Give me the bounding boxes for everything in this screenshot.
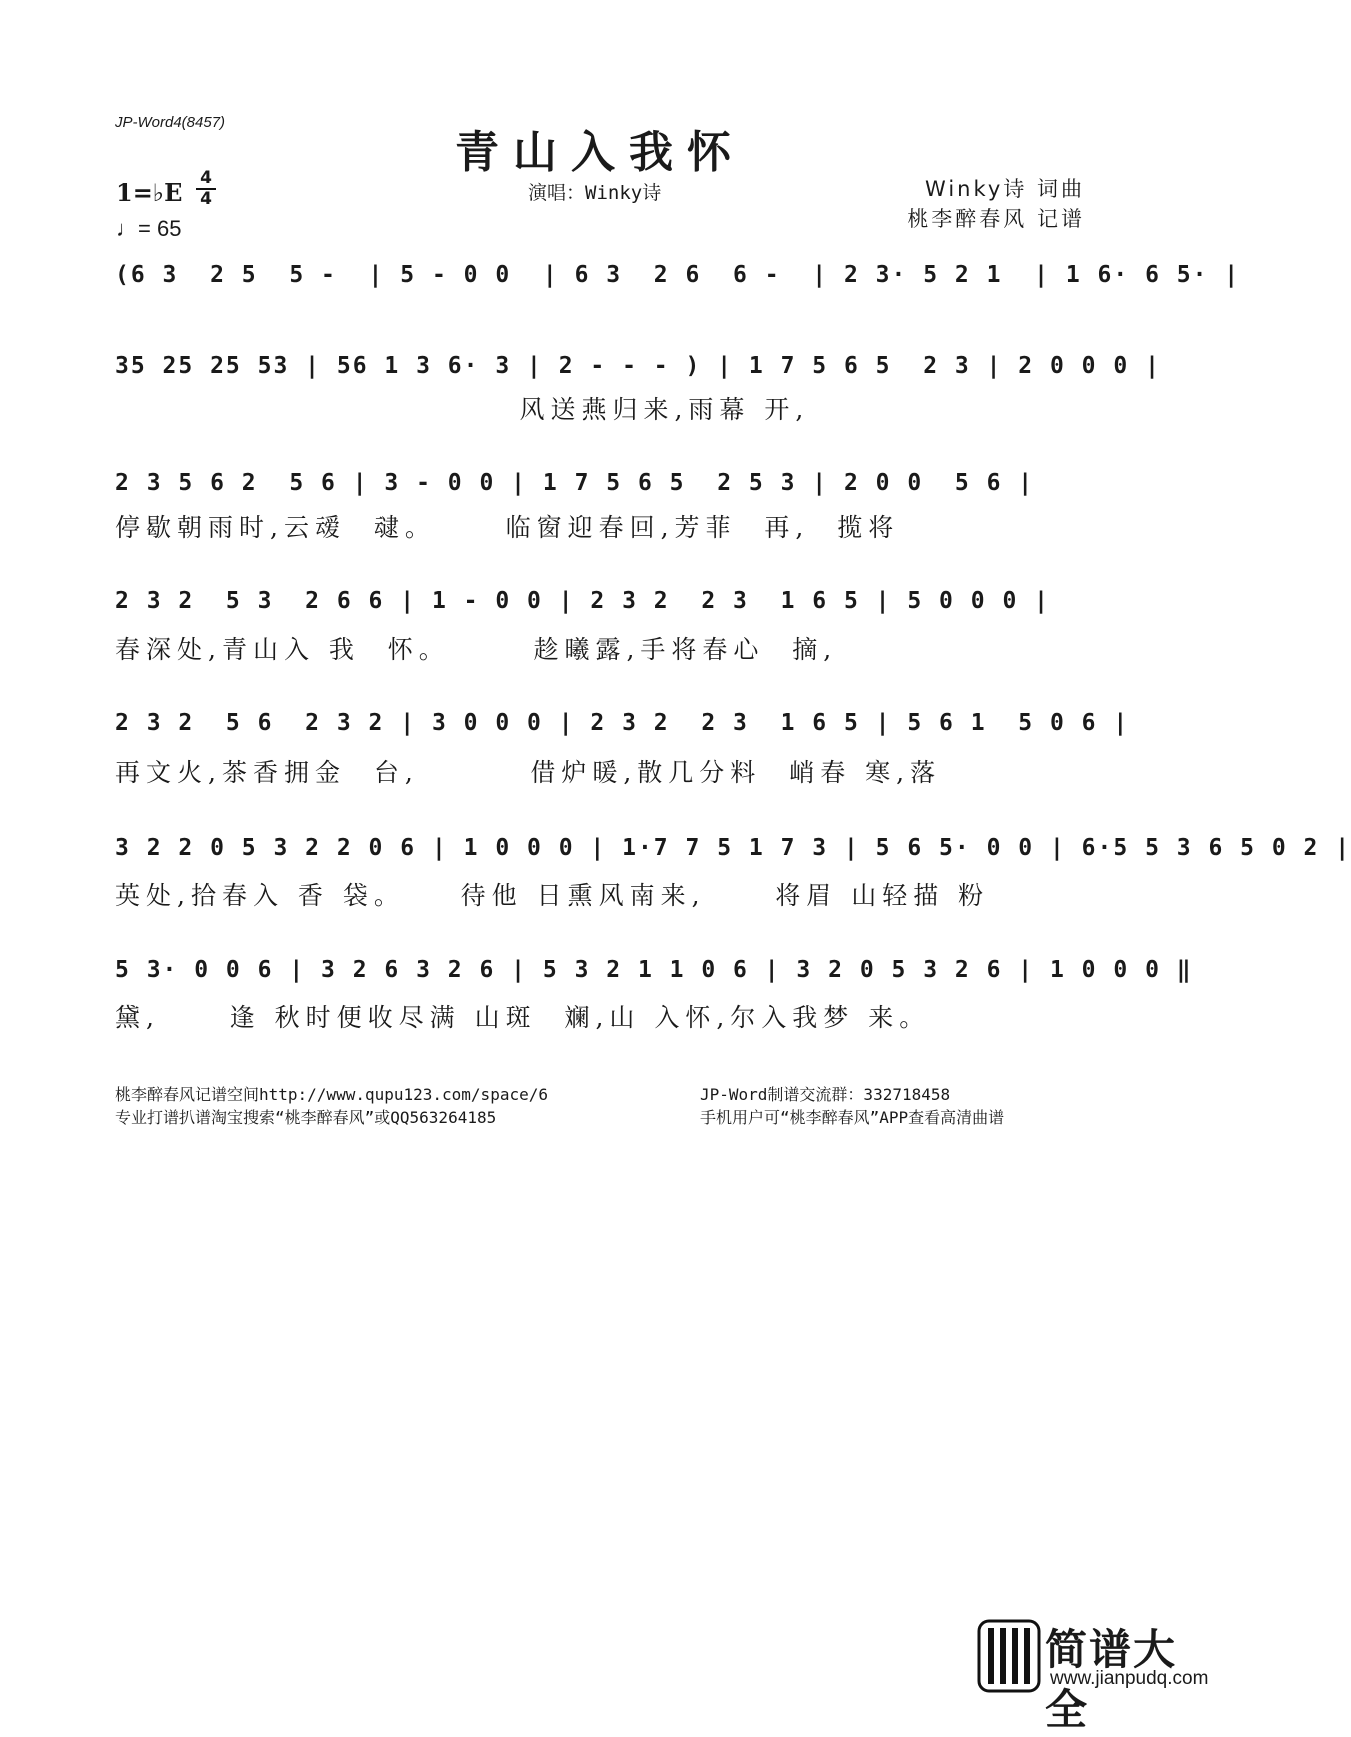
song-title: 青山入我怀	[455, 127, 745, 178]
time-signature	[196, 170, 216, 208]
staff-line-6: 3 2 2 0 5 3 2 2 0 6 | 1 0 0 0 | 1·7 7 5 1 7 3 | 5 6 5· 0 0 | 6·5 5 3 6 5 0 2 |	[115, 835, 1351, 861]
footer-right-line2: 手机用户可“桃李醉春风”APP查看高清曲谱	[700, 1108, 1005, 1127]
lyric-line-7: 黛, 逢 秋时便收尽满 山斑 斓,山 入怀,尔入我梦 来。	[115, 1003, 931, 1032]
lyric-line-5: 再文火,茶香拥金 台, 借炉暖,散几分料 峭春 寒,落	[115, 758, 942, 787]
lyric-line-2: 风送燕归来,雨幕 开,	[115, 395, 810, 424]
staff-line-5: 2 3 2 5 6 2 3 2 | 3 0 0 0 | 2 3 2 2 3 1 6 5 | 5 6 1 5 0 6 |	[115, 710, 1130, 736]
software-label: JP-Word4(8457)	[115, 114, 226, 131]
footer-right	[700, 1083, 1004, 1129]
tempo-marking	[116, 216, 181, 242]
transcriber: 桃李醉春风 记谱	[907, 207, 1085, 231]
footer-right-line1: JP-Word制谱交流群：332718458	[700, 1085, 951, 1104]
watermark-name: 简谱大全	[1045, 1625, 1178, 1734]
staff-line-7: 5 3· 0 0 6 | 3 2 6 3 2 6 | 5 3 2 1 1 0 6 | 3 2 0 5 3 2 6 | 1 0 0 0 ‖	[115, 957, 1193, 983]
footer-left-line2: 专业打谱扒谱淘宝搜索“桃李醉春风”或QQ563264185	[115, 1108, 497, 1127]
staff-line-2: 35 25 25 53 | 56 1 3 6· 3 | 2 - - - ) | 1 7 5 6 5 2 3 | 2 0 0 0 |	[115, 353, 1161, 379]
staff-line-1: (6 3 2 5 5 - | 5 - 0 0 | 6 3 2 6 6 - | 2 3· 5 2 1 | 1 6· 6 5· |	[115, 262, 1241, 288]
piano-logo-icon	[978, 1620, 1040, 1692]
time-signature-bottom: 4	[200, 189, 212, 209]
credits	[907, 174, 1085, 234]
lyric-line-6: 英处,拾春入 香 袋。 待他 日熏风南来, 将眉 山轻描 粉	[115, 881, 990, 910]
quarter-note-icon: ♩	[116, 216, 138, 241]
lyric-line-3: 停歇朝雨时,云叆 叇。 临窗迎春回,芳菲 再, 揽将	[115, 513, 900, 542]
tempo-value: = 65	[138, 216, 182, 241]
key-signature: 1=♭E	[116, 178, 183, 207]
time-signature-top: 4	[200, 168, 212, 188]
staff-line-4: 2 3 2 5 3 2 6 6 | 1 - 0 0 | 2 3 2 2 3 1 6 5 | 5 0 0 0 |	[115, 588, 1050, 614]
footer-left-line1: 桃李醉春风记谱空间http://www.qupu123.com/space/6	[115, 1085, 548, 1104]
footer-left	[115, 1083, 548, 1129]
singer-credit: 演唱：Winky诗	[528, 182, 662, 204]
staff-line-3: 2 3 5 6 2 5 6 | 3 - 0 0 | 1 7 5 6 5 2 5 3 | 2 0 0 5 6 |	[115, 470, 1035, 496]
watermark-url: www.jianpudq.com	[1050, 1668, 1209, 1689]
lyricist-composer: Winky诗 词曲	[925, 177, 1085, 201]
lyric-line-4: 春深处,青山入 我 怀。 趁曦露,手将春心 摘,	[115, 635, 838, 664]
